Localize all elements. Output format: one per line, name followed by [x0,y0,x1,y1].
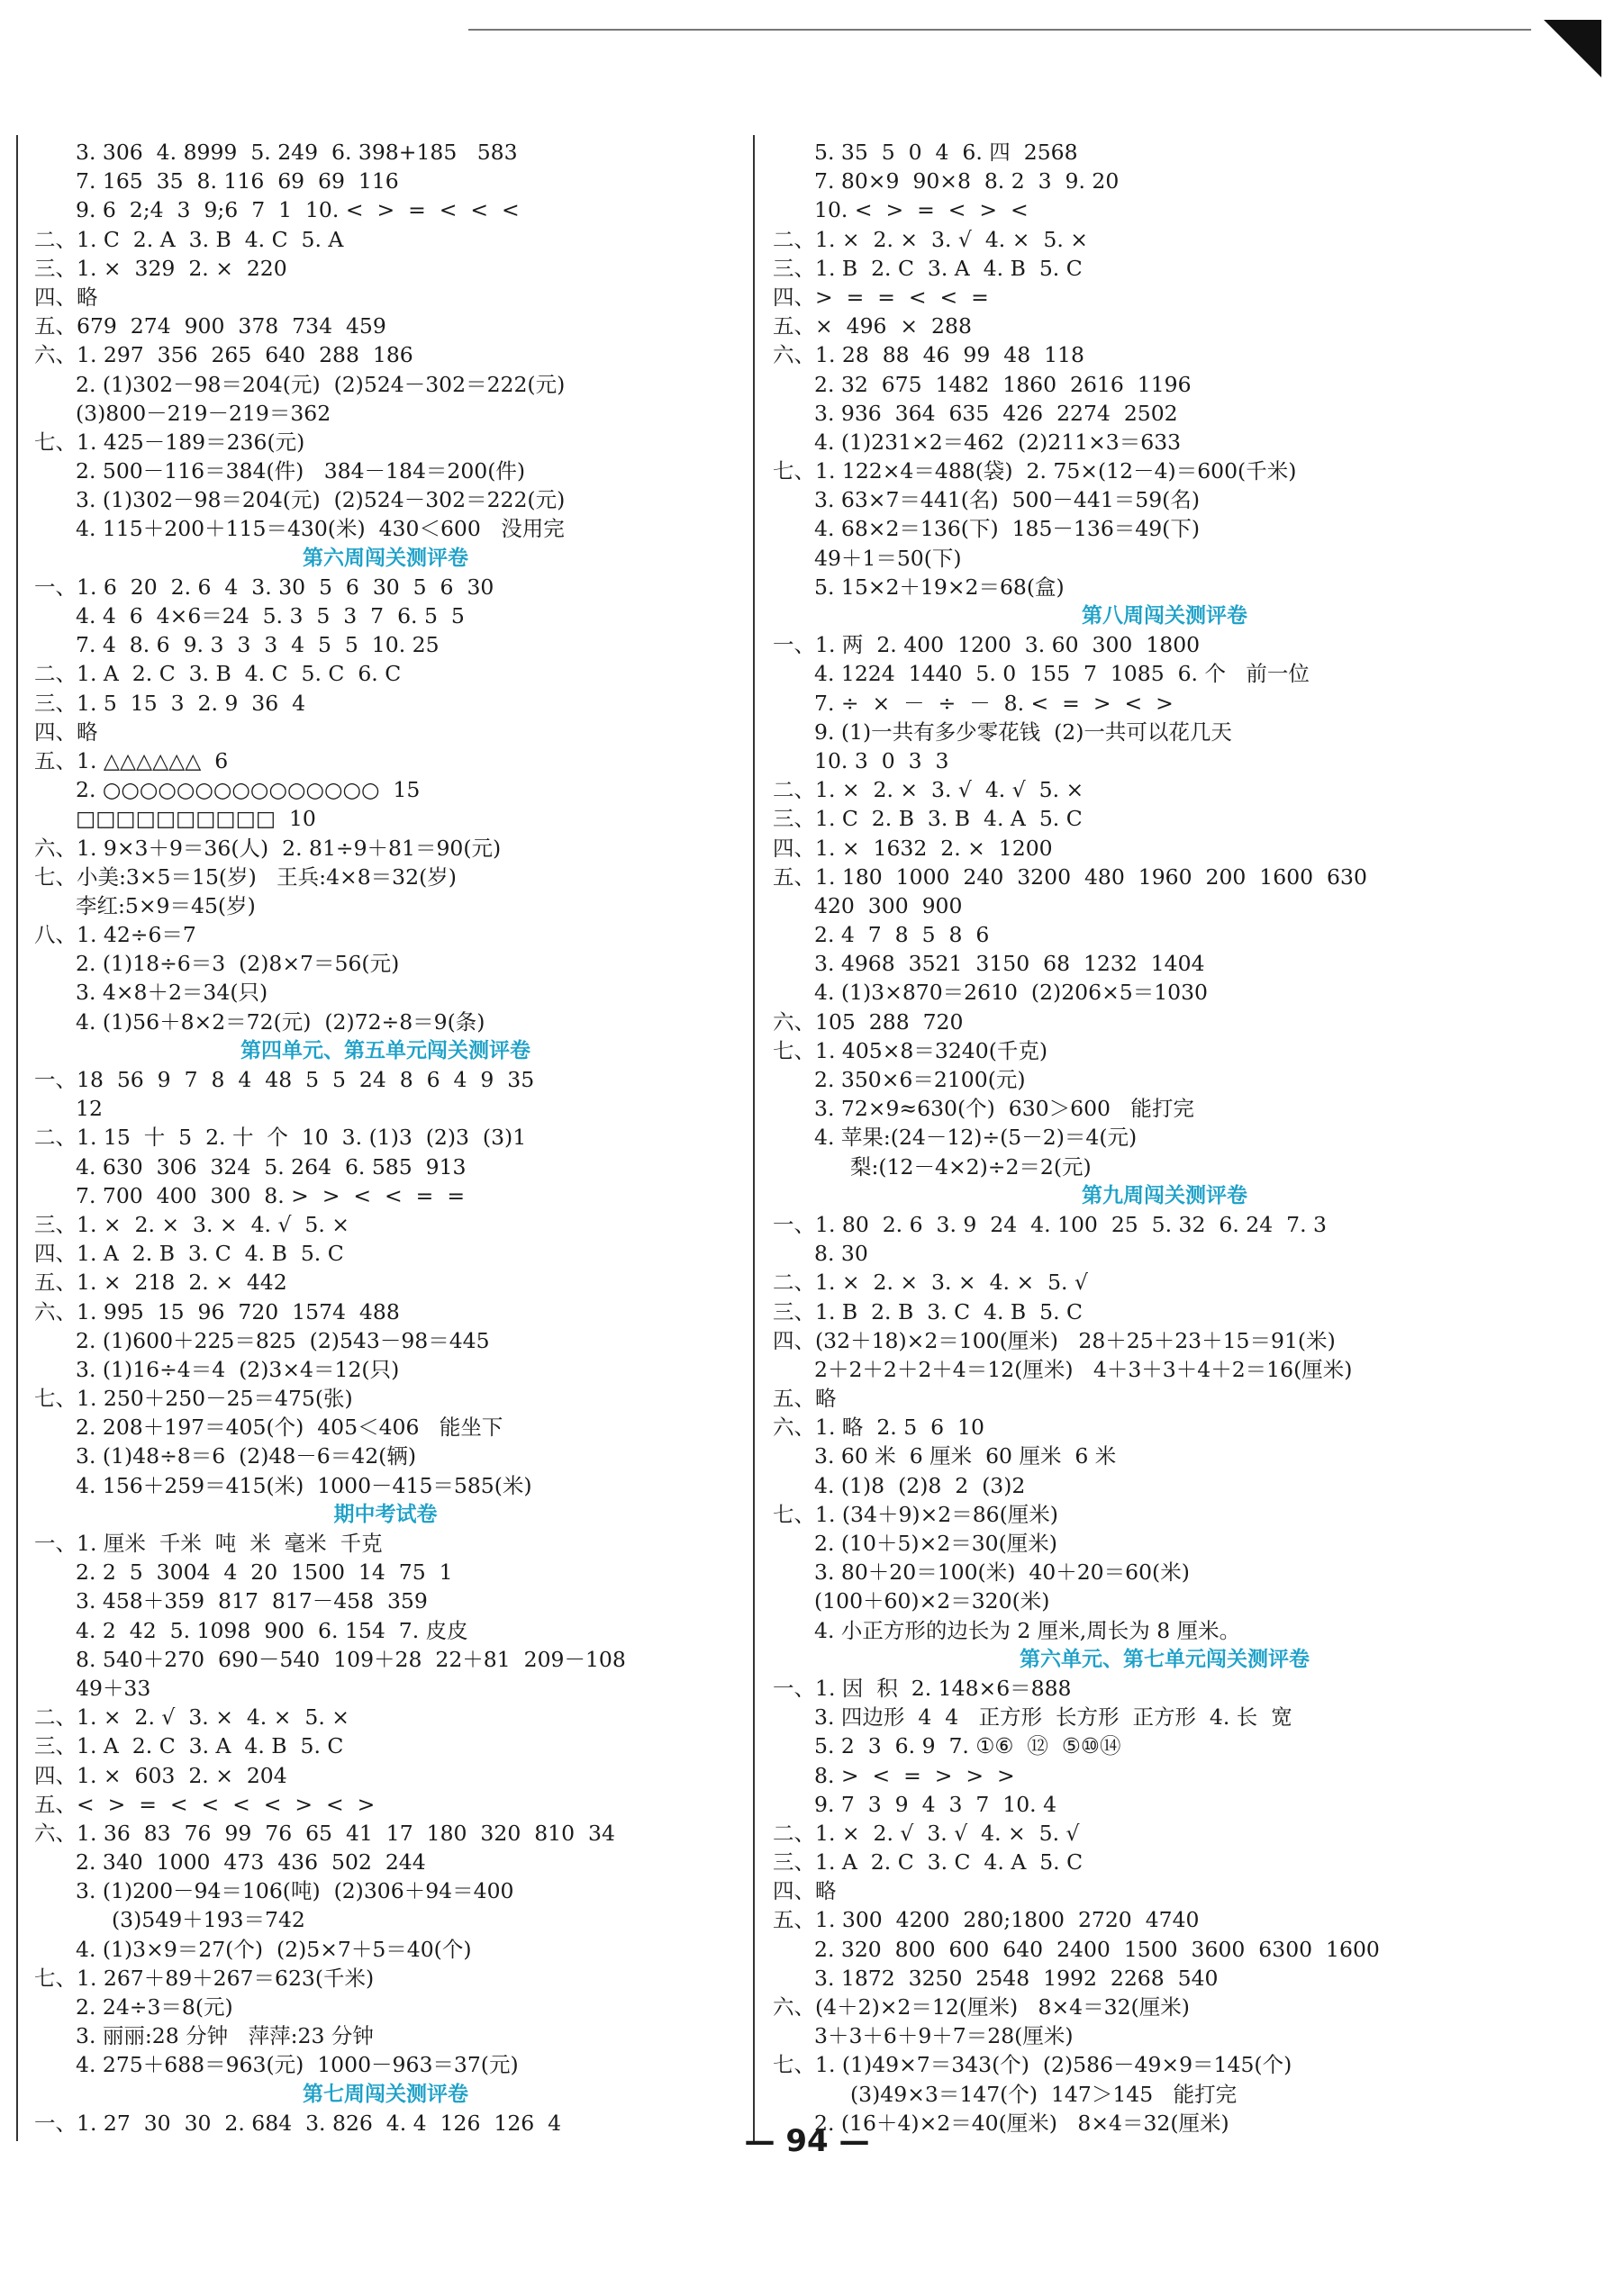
answer-line: 一、1. 两 2. 400 1200 3. 60 300 1800 [773,632,1201,658]
section-heading: 第六周闯关测评卷 [303,546,468,570]
top-rule [468,29,1531,31]
answer-line: 二、1. A 2. C 3. B 4. C 5. C 6. C [34,661,402,687]
answer-line: 七、1. 405×8＝3240(千克) [773,1037,1048,1063]
answer-line: 七、1. (1)49×7＝343(个) (2)586－49×9＝145(个) [773,2052,1292,2078]
answer-line: 三、1. B 2. C 3. A 4. B 5. C [773,255,1083,281]
answer-line: 2. ○○○○○○○○○○○○○○○ 15 [76,777,421,803]
answer-line: 2. 208＋197＝405(个) 405＜406 能坐下 [76,1415,503,1441]
answer-line: 一、1. 6 20 2. 6 4 3. 30 5 6 30 5 6 30 [34,574,494,600]
answer-line: 梨:(12－4×2)÷2＝2(元) [850,1153,1092,1180]
answer-line: 三、1. × 329 2. × 220 [34,255,287,281]
answer-line: 3. 4968 3521 3150 68 1232 1404 [814,951,1205,977]
answer-line: 2. 320 800 600 640 2400 1500 3600 6300 1600 [814,1936,1380,1962]
answer-line: 六、105 288 720 [773,1008,964,1035]
answer-line: 9. 7 3 9 4 3 7 10. 4 [814,1791,1057,1817]
answer-line: 2. (1)600＋225＝825 (2)543－98＝445 [76,1327,490,1353]
answer-line: 5. 15×2＋19×2＝68(盒) [814,574,1065,600]
answer-line: 2. 350×6＝2100(元) [814,1067,1026,1092]
answer-line: 3. 72×9≈630(个) 630＞600 能打完 [814,1096,1194,1122]
answer-line: 2. (16＋4)×2＝40(厘米) 8×4＝32(厘米) [814,2110,1229,2136]
answer-line: 六、1. 995 15 96 720 1574 488 [34,1298,400,1324]
section-heading: 第七周闯关测评卷 [303,2082,468,2106]
answer-line: 2. (1)18÷6＝3 (2)8×7＝56(元) [76,951,400,977]
answer-line: 4. 1224 1440 5. 0 155 7 1085 6. 个 前一位 [814,661,1310,687]
answer-line: 3. (1)200－94＝106(吨) (2)306＋94＝400 [76,1878,514,1904]
answer-line: 3. 458＋359 817 817－458 359 [76,1588,428,1614]
answer-line: 7. 165 35 8. 116 69 69 116 [76,168,399,194]
answer-line: 六、1. 36 83 76 99 76 65 41 17 180 320 810 34 [34,1820,615,1846]
answer-line: 一、1. 因 积 2. 148×6＝888 [773,1675,1072,1701]
answer-line: 二、1. C 2. A 3. B 4. C 5. A [34,226,344,252]
answer-line: 8. 30 [814,1241,868,1267]
answer-line: 8. 540＋270 690－540 109＋28 22＋81 209－108 [76,1646,626,1672]
answer-line: (3)800－219－219＝362 [76,400,331,426]
answer-line: 五、1. 300 4200 280;1800 2720 4740 [773,1907,1200,1933]
section-heading: 第六单元、第七单元闯关测评卷 [1020,1647,1310,1671]
answer-line: 五、1. × 218 2. × 442 [34,1270,287,1296]
answer-line: 四、(32＋18)×2＝100(厘米) 28＋25＋23＋15＝91(米) [773,1327,1336,1353]
answer-line: 六、1. 297 356 265 640 288 186 [34,342,413,368]
answer-line: 3. 306 4. 8999 5. 249 6. 398+185 583 [76,140,518,165]
answer-line: 3. 1872 3250 2548 1992 2268 540 [814,1965,1219,1991]
answer-line: 7. 80×9 90×8 8. 2 3 9. 20 [814,168,1120,194]
answer-line: 7. ÷ × － ÷ － 8. < = > < > [814,690,1174,716]
answer-line: 四、略 [34,719,98,745]
answer-line: 3. 丽丽:28 分钟 萍萍:23 分钟 [76,2023,374,2049]
answer-line: 4. 630 306 324 5. 264 6. 585 913 [76,1153,467,1180]
answer-line: 三、1. 5 15 3 2. 9 36 4 [34,690,306,716]
answer-line: 二、1. 15 十 5 2. 十 个 10 3. (1)3 (2)3 (3)1 [34,1125,527,1151]
answer-line: 四、1. × 603 2. × 204 [34,1762,287,1788]
answer-line: 3. (1)302－98＝204(元) (2)524－302＝222(元) [76,487,566,513]
answer-line: 六、1. 9×3＋9＝36(人) 2. 81÷9＋81＝90(元) [34,835,502,861]
answer-line: (3)549＋193＝742 [112,1907,305,1933]
answer-line: 五、1. 180 1000 240 3200 480 1960 200 1600 630 [773,863,1367,890]
column-divider [753,135,755,2141]
answer-line: 六、1. 28 88 46 99 48 118 [773,342,1084,368]
page-corner-fold [1544,20,1601,77]
answer-line: 4. 苹果:(24－12)÷(5－2)＝4(元) [814,1125,1138,1151]
answer-line: 五、679 274 900 378 734 459 [34,313,386,339]
answer-line: 3. (1)16÷4＝4 (2)3×4＝12(只) [76,1356,400,1382]
answer-line: 9. (1)一共有多少零花钱 (2)一共可以花几天 [814,719,1232,745]
answer-line: 3. 60 米 6 厘米 60 厘米 6 米 [814,1443,1117,1469]
answer-line: 七、1. 267＋89＋267＝623(千米) [34,1965,375,1991]
answer-line: 二、1. × 2. × 3. × 4. × 5. √ [773,1270,1088,1296]
answer-line: 七、1. 122×4＝488(袋) 2. 75×(12－4)＝600(千米) [773,458,1297,484]
answer-line: 三、1. A 2. C 3. C 4. A 5. C [773,1849,1084,1876]
answer-line: 4. 2 42 5. 1098 900 6. 154 7. 皮皮 [76,1617,468,1643]
answer-line: 2. (10＋5)×2＝30(厘米) [814,1531,1057,1556]
answer-line: 4. (1)3×870＝2610 (2)206×5＝1030 [814,980,1209,1006]
answer-line: 一、1. 27 30 30 2. 684 3. 826 4. 4 126 126 4 [34,2110,562,2136]
answer-line: 四、略 [773,1878,837,1904]
answer-line: 7. 4 8. 6 9. 3 3 3 4 5 5 10. 25 [76,632,440,658]
answer-line: 四、1. A 2. B 3. C 4. B 5. C [34,1241,344,1267]
answer-line: 2＋2＋2＋2＋4＝12(厘米) 4＋3＋3＋4＋2＝16(厘米) [814,1356,1353,1382]
answer-column-right [773,138,1556,2137]
answer-line: 5. 35 5 0 4 6. 四 2568 [814,140,1078,165]
answer-line: 4. 68×2＝136(下) 185－136＝49(下) [814,516,1201,542]
answer-line: 10. 3 0 3 3 [814,747,949,773]
answer-line: 李红:5×9＝45(岁) [76,892,256,918]
left-margin-rule [16,135,18,2141]
answer-line: 10. < > = < > < [814,197,1029,223]
answer-line: 七、1. 425－189＝236(元) [34,429,305,455]
answer-line: 4. (1)56＋8×2＝72(元) (2)72÷8＝9(条) [76,1008,485,1035]
answer-line: (3)49×3＝147(个) 147＞145 能打完 [850,2081,1238,2107]
answer-line: 三、1. × 2. × 3. × 4. √ 5. × [34,1211,349,1237]
answer-line: 2. (1)302－98＝204(元) (2)524－302＝222(元) [76,371,566,397]
answer-line: 六、(4＋2)×2＝12(厘米) 8×4＝32(厘米) [773,1994,1190,2020]
answer-line: 八、1. 42÷6＝7 [34,922,196,948]
answer-line: 2. 500－116＝384(件) 384－184＝200(件) [76,458,526,484]
page-number: — 94 — [744,2123,870,2159]
answer-line: 四、> = = < < = [773,284,989,310]
answer-line: 49＋1＝50(下) [814,545,962,571]
answer-line: 五、1. △△△△△△ 6 [34,747,229,773]
answer-line: 三、1. B 2. B 3. C 4. B 5. C [773,1298,1083,1324]
answer-line: 8. > < = > > > [814,1762,1015,1788]
answer-line: 3. 四边形 4 4 正方形 长方形 正方形 4. 长 宽 [814,1704,1292,1731]
answer-line: 3. 4×8＋2＝34(只) [76,980,268,1006]
answer-line: 4. 小正方形的边长为 2 厘米,周长为 8 厘米。 [814,1617,1241,1643]
answer-line: 2. 4 7 8 5 8 6 [814,922,990,948]
answer-line: 二、1. × 2. × 3. √ 4. √ 5. × [773,777,1084,803]
answer-line: 5. 2 3 6. 9 7. ①⑥ ⑫ ⑤⑩⑭ [814,1733,1121,1759]
answer-line: 4. (1)8 (2)8 2 (3)2 [814,1472,1026,1498]
answer-line: 2. 32 675 1482 1860 2616 1196 [814,371,1192,397]
answer-line: 二、1. × 2. × 3. √ 4. × 5. × [773,226,1088,252]
answer-line: 3. (1)48÷8＝6 (2)48－6＝42(辆) [76,1443,416,1469]
answer-line: 3. 80＋20＝100(米) 40＋20＝60(米) [814,1559,1190,1586]
answer-line: 4. (1)231×2＝462 (2)211×3＝633 [814,429,1182,455]
answer-line: 2. 340 1000 473 436 502 244 [76,1849,426,1876]
answer-column-left [34,138,737,2137]
answer-line: 五、< > = < < < < > < > [34,1791,376,1817]
answer-line: 2. 24÷3＝8(元) [76,1994,233,2020]
answer-line: 七、小美:3×5＝15(岁) 王兵:4×8＝32(岁) [34,863,457,890]
answer-line: 二、1. × 2. √ 3. √ 4. × 5. √ [773,1820,1080,1846]
answer-line: 12 [76,1096,103,1122]
answer-line: 2. 2 5 3004 4 20 1500 14 75 1 [76,1559,453,1586]
answer-line: 4. 115＋200＋115＝430(米) 430＜600 没用完 [76,516,565,542]
answer-line: 六、1. 略 2. 5 6 10 [773,1415,984,1441]
section-heading: 第八周闯关测评卷 [1082,604,1247,628]
section-heading: 第四单元、第五单元闯关测评卷 [240,1038,530,1062]
answer-line: 3. 63×7＝441(名) 500－441＝59(名) [814,487,1201,513]
answer-line: 三、1. C 2. B 3. B 4. A 5. C [773,806,1083,832]
answer-line: 3. 936 364 635 426 2274 2502 [814,400,1178,426]
answer-line: 七、1. 250＋250－25＝475(张) [34,1386,353,1412]
answer-line: 4. 4 6 4×6＝24 5. 3 5 3 7 6. 5 5 [76,603,465,628]
answer-line: 一、18 56 9 7 8 4 48 5 5 24 8 6 4 9 35 [34,1067,535,1092]
answer-line: 9. 6 2;4 3 9;6 7 1 10. < > = < < < [76,197,520,223]
answer-line: 五、略 [773,1386,837,1412]
answer-line: 三、1. A 2. C 3. A 4. B 5. C [34,1733,344,1759]
answer-line: 四、1. × 1632 2. × 1200 [773,835,1053,861]
answer-line: 49＋33 [76,1675,151,1701]
answer-line: 七、1. (34＋9)×2＝86(厘米) [773,1501,1058,1527]
answer-line: 一、1. 80 2. 6 3. 9 24 4. 100 25 5. 32 6. 24 7. 3 [773,1211,1327,1237]
section-heading: 第九周闯关测评卷 [1082,1183,1247,1207]
answer-line: 7. 700 400 300 8. > > < < = = [76,1182,466,1208]
answer-line: (100＋60)×2＝320(米) [814,1588,1050,1614]
answer-line: 五、× 496 × 288 [773,313,972,339]
answer-line: 二、1. × 2. √ 3. × 4. × 5. × [34,1704,349,1731]
answer-line: 四、略 [34,284,98,310]
answer-line: 4. (1)3×9＝27(个) (2)5×7＋5＝40(个) [76,1936,472,1962]
answer-line: 一、1. 厘米 千米 吨 米 毫米 千克 [34,1531,383,1556]
answer-line: 420 300 900 [814,892,963,918]
answer-line: 4. 156＋259＝415(米) 1000－415＝585(米) [76,1472,532,1498]
section-heading: 期中考试卷 [333,1502,438,1526]
answer-line: 3＋3＋6＋9＋7＝28(厘米) [814,2023,1074,2049]
answer-line: □□□□□□□□□□ 10 [76,806,316,832]
answer-line: 4. 275＋688＝963(元) 1000－963＝37(元) [76,2052,519,2078]
